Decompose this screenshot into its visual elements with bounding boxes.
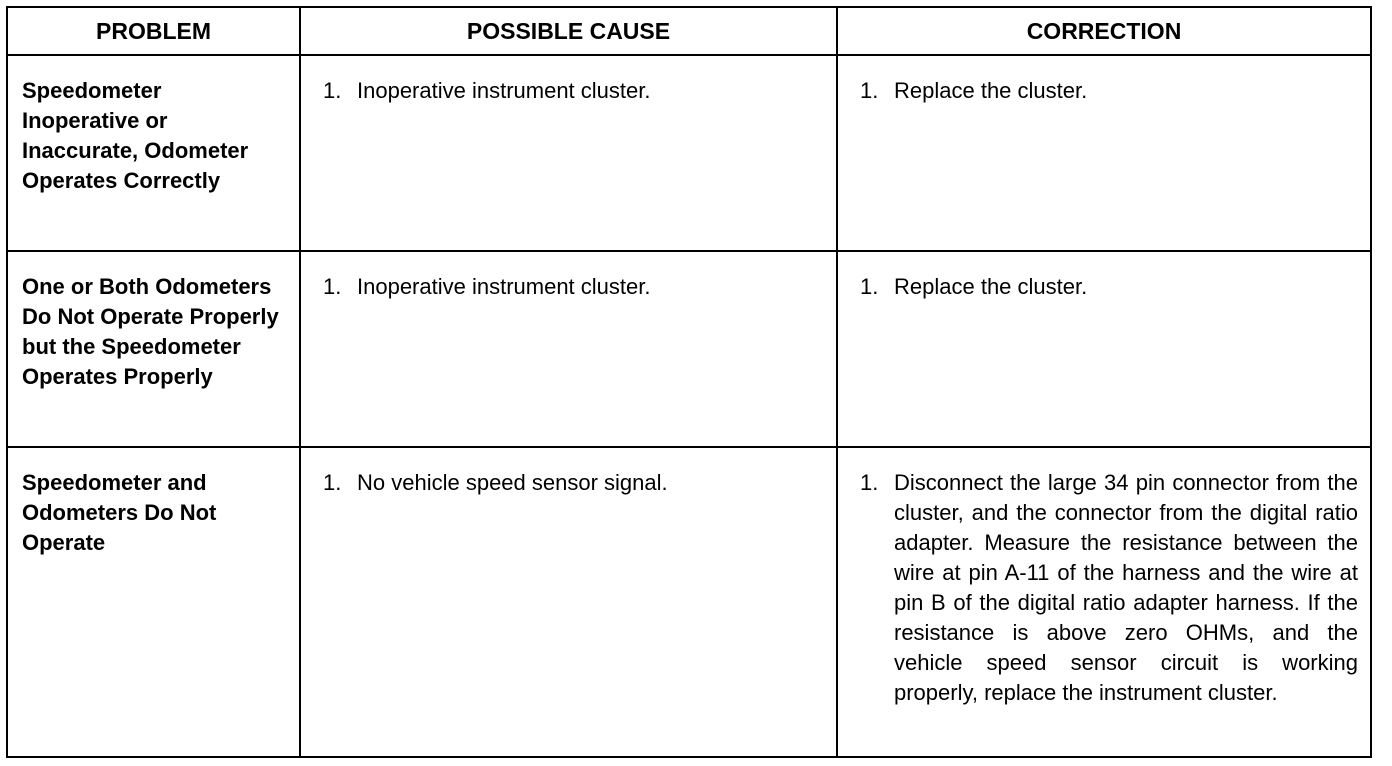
correction-item	[860, 468, 1358, 708]
correction-cell	[837, 251, 1371, 447]
cause-item	[323, 272, 824, 302]
correction-item	[860, 272, 1358, 302]
problem-text: One or Both Odometers Do Not Operate Properly but the Speedometer Operates Properly	[22, 274, 279, 389]
cause-text: Inoperative instrument cluster.	[357, 274, 651, 299]
cause-cell	[300, 447, 837, 757]
cause-item	[323, 468, 824, 498]
problem-cell	[7, 55, 300, 251]
correction-cell	[837, 55, 1371, 251]
possible-cause-header: POSSIBLE CAUSE	[300, 7, 837, 55]
problem-header: PROBLEM	[7, 7, 300, 55]
correction-number: 1.	[860, 78, 879, 103]
cause-text: Inoperative instrument cluster.	[357, 78, 651, 103]
cause-number: 1.	[323, 78, 342, 103]
table-row	[7, 447, 1371, 757]
cause-number: 1.	[323, 274, 342, 299]
cause-text: No vehicle speed sensor signal.	[357, 470, 668, 495]
table-row	[7, 55, 1371, 251]
header-row	[7, 7, 1371, 55]
correction-text: Disconnect the large 34 pin connector from the cluster, and the connector from the digital ratio adapter. Measure the resistance between the wire at pin A-11 of the harness and the wire at pin B of the digital ratio adapter harness. If the resistance is above zero OHMs, and the vehicle speed sensor circuit is working properly, replace the instrument cluster.	[894, 470, 1358, 705]
cause-cell	[300, 251, 837, 447]
correction-cell	[837, 447, 1371, 757]
table-row	[7, 251, 1371, 447]
diagnosis-table	[6, 6, 1372, 758]
cause-item	[323, 76, 824, 106]
correction-header: CORRECTION	[837, 7, 1371, 55]
problem-cell	[7, 251, 300, 447]
correction-item	[860, 76, 1358, 106]
cause-number: 1.	[323, 470, 342, 495]
correction-number: 1.	[860, 274, 879, 299]
problem-cell	[7, 447, 300, 757]
problem-text: Speedometer Inoperative or Inaccurate, Odometer Operates Correctly	[22, 78, 249, 193]
problem-text: Speedometer and Odometers Do Not Operate	[22, 470, 217, 555]
cause-cell	[300, 55, 837, 251]
correction-text: Replace the cluster.	[894, 274, 1088, 299]
correction-text: Replace the cluster.	[894, 78, 1088, 103]
correction-number: 1.	[860, 470, 879, 495]
